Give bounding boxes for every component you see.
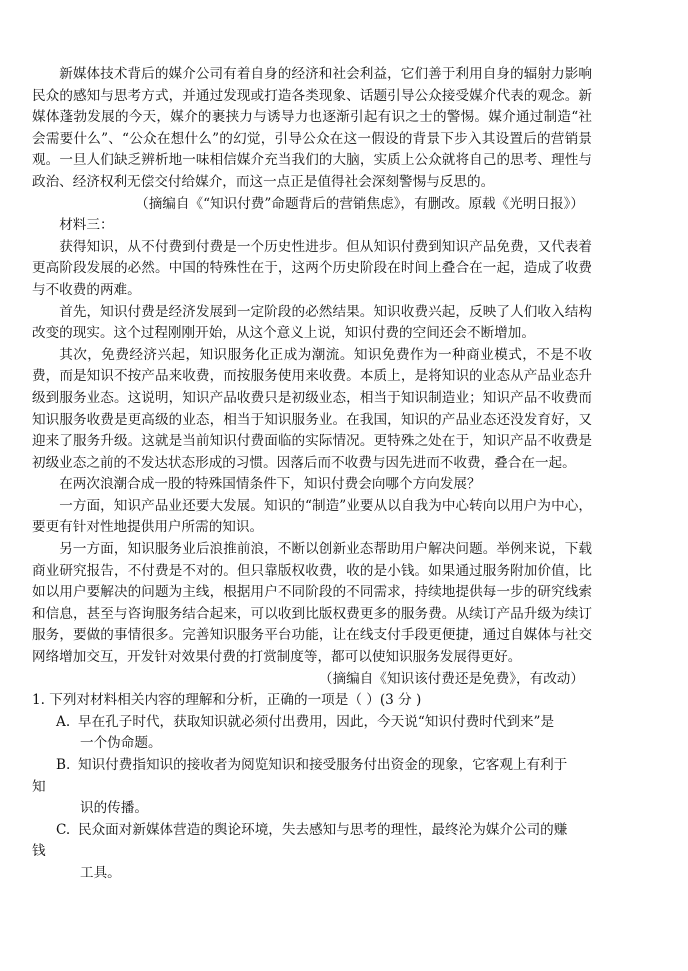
option-c xyxy=(32,820,592,842)
option-c-continued: 工具。 xyxy=(80,864,121,881)
option-b xyxy=(32,755,592,777)
option-text: 民众面对新媒体营造的舆论环境，失去感知与思考的理性，最终沦为媒介公司的赚 xyxy=(78,821,568,838)
passage-paragraph: 新媒体技术背后的媒介公司有着自身的经济和社会利益，它们善于利用自身的辐射力影响民众的感知与思考方式，并通过发现或打造各类现象、话题引导公众接受媒介代表的观念。新媒体蓬勃发展的今天，媒介的裹挟力与诱导力也逐渐引起有识之士的警惕。媒介通过制造“社会需要什么”、“公众在想什么”的幻觉，引导公众在这一假设的背景下步入其设置后的营销景观。一旦人们缺乏辨析地一味相信媒介充当我们的大脑，实质上公众就将自己的思考、理性与政治、经济权利无偿交付给媒介，而这一点正是值得社会深刻警惕与反思的。 xyxy=(32,66,592,190)
material-paragraph: 一方面，知识产品业还要大发展。知识的“制造”业要从以自我为中心转向以用户为中心，要更有针对性地提供用户所需的知识。 xyxy=(32,497,592,536)
option-label: A. xyxy=(56,713,71,730)
option-text: 知识付费指知识的接收者为阅览知识和接受服务付出资金的现象，它客观上有利于 xyxy=(78,757,568,773)
option-b-wrap: 知 xyxy=(32,778,46,795)
material-paragraph: 另一方面，知识服务业后浪推前浪，不断以创新业态帮助用户解决问题。举例来说，下载商业研究报告，不付费是不对的。但只靠版权收费，收的是小钱。如果通过服务附加价值，比如以用户要解决的问题为主线，根据用户不同阶段的不同需求，持续地提供每一步的研究线索和信息，甚至与咨询服务结合起来，可以收到比版权费更多的服务费。从续订产品升级为续订服务，要做的事情很多。完善知识服务平台功能，让在线支付手段更便捷，通过自媒体与社交网络增加交互，开发针对效果付费的打赏制度等，都可以使知识服务发展得更好。 xyxy=(32,541,592,666)
source-credit: （摘编自《“知识付费”命题背后的营销焦虑》，有删改。原载《光明日报》） xyxy=(135,195,584,212)
option-b-continued: 识的传播。 xyxy=(80,800,148,817)
option-c-wrap: 钱 xyxy=(32,843,46,860)
material-heading: 材料三： xyxy=(59,217,114,234)
document-page xyxy=(32,64,592,885)
option-text: 早在孔子时代，获取知识就必须付出费用，因此，今天说“知识付费时代到来”是 xyxy=(78,713,555,730)
material-paragraph: 首先，知识付费是经济发展到一定阶段的必然结果。知识收费兴起，反映了人们收入结构改变的现实。这个过程刚刚开始，从这个意义上说，知识付费的空间还会不断增加。 xyxy=(32,303,592,342)
option-label: C. xyxy=(56,821,71,838)
option-a xyxy=(32,712,592,734)
material-paragraph: 其次，免费经济兴起，知识服务化正成为潮流。知识免费作为一种商业模式，不是不收费，而是知识不按产品来收费，而按服务使用来收费。本质上，是将知识的业态从产品业态升级到服务业态。这说明，知识产品收费只是初级业态，相当于知识制造业；知识产品不收费而知识服务收费是更高级的业态，相当于知识服务业。在我国，知识的产品业态还没发育好，又迎来了服务升级。这就是当前知识付费面临的实际情况。更特殊之处在于，知识产品不收费是初级业态之前的不发达状态形成的习惯。因落后而不收费与因先进而不收费，叠合在一起。 xyxy=(32,346,592,471)
option-a-continued: 一个伪命题。 xyxy=(80,735,162,752)
question-stem: 1. 下列对材料相关内容的理解和分析，正确的一项是（ ）(3 分 ) xyxy=(32,692,422,709)
material-paragraph: 在两次浪潮合成一股的特殊国情条件下，知识付费会向哪个方向发展？ xyxy=(59,476,481,493)
option-label: B. xyxy=(56,757,71,773)
source-credit: （摘编自《知识该付费还是免费》，有改动） xyxy=(318,670,584,687)
material-paragraph: 获得知识，从不付费到付费是一个历史性进步。但从知识付费到知识产品免费，又代表着更高阶段发展的必然。中国的特殊性在于，这两个历史阶段在时间上叠合在一起，造成了收费与不收费的两难。 xyxy=(32,238,592,298)
